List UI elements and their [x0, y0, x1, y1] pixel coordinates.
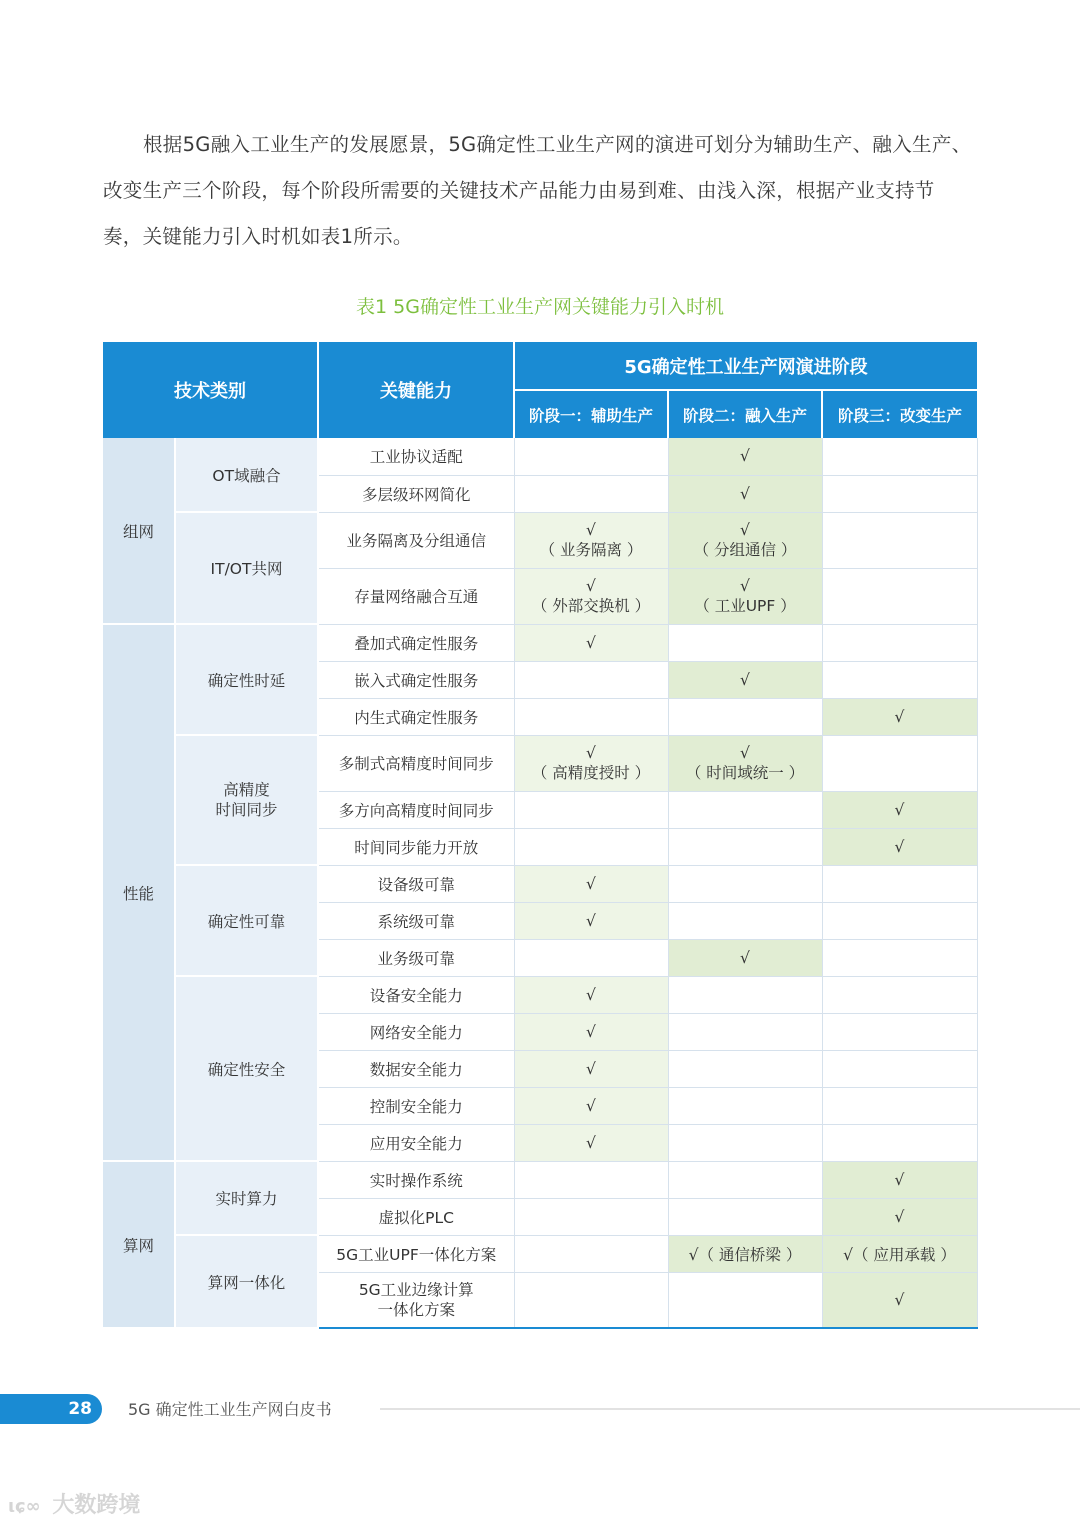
stage3-cell: √（ 应用承载 ） [822, 1235, 977, 1272]
stage1-cell: √ [514, 976, 668, 1013]
check-mark: √ [740, 521, 750, 539]
capability-cell: 时间同步能力开放 [318, 828, 514, 865]
stage2-cell [668, 698, 822, 735]
stage2-cell [668, 1198, 822, 1235]
header-category: 技术类别 [103, 342, 318, 438]
header-stages-group: 5G确定性工业生产网演进阶段 [514, 342, 977, 390]
capability-line2: 一体化方案 [377, 1300, 455, 1319]
stage1-cell [514, 735, 668, 791]
subcategory-integration: 算网一体化 [175, 1235, 318, 1328]
stage1-cell [514, 1161, 668, 1198]
capability-cell: 多制式高精度时间同步 [318, 735, 514, 791]
stage2-cell [668, 976, 822, 1013]
stage3-cell [822, 735, 977, 791]
stage2-cell: √ [668, 661, 822, 698]
stage3-cell [822, 568, 977, 624]
stage2-cell [668, 902, 822, 939]
stage-note: （ 时间域统一 ） [685, 764, 805, 782]
stage3-cell: √ [822, 1161, 977, 1198]
intro-line-1: 根据5G融入工业生产的发展愿景，5G确定性工业生产网的演进可划分为辅助生产、融入生产、 [143, 133, 972, 156]
stage2-cell [668, 735, 822, 791]
check-mark: √ [586, 744, 596, 762]
stage3-cell [822, 939, 977, 976]
stage1-cell [514, 661, 668, 698]
stage2-cell [668, 1124, 822, 1161]
capability-cell: 网络安全能力 [318, 1013, 514, 1050]
header-stage-2: 阶段二：融入生产 [668, 390, 822, 438]
category-networking: 组网 [103, 438, 175, 624]
stage2-cell: √ [668, 438, 822, 475]
stage1-cell [514, 1198, 668, 1235]
stage2-cell [668, 1272, 822, 1328]
stage2-cell: √（ 通信桥梁 ） [668, 1235, 822, 1272]
header-capability: 关键能力 [318, 342, 514, 438]
capability-cell: 5G工业UPF一体化方案 [318, 1235, 514, 1272]
subcategory-realtime: 实时算力 [175, 1161, 318, 1235]
stage1-cell [514, 568, 668, 624]
stage3-cell: √ [822, 698, 977, 735]
subcategory-time-sync [175, 735, 318, 865]
stage2-cell [668, 1050, 822, 1087]
stage1-cell [514, 698, 668, 735]
stage3-cell [822, 1050, 977, 1087]
capability-cell: 业务隔离及分组通信 [318, 512, 514, 568]
subcategory-latency: 确定性时延 [175, 624, 318, 735]
stage1-cell: √ [514, 624, 668, 661]
subcategory-time-sync-line1: 高精度 [223, 781, 270, 799]
stage1-cell: √ [514, 1013, 668, 1050]
stage3-cell [822, 1124, 977, 1161]
capability-cell: 嵌入式确定性服务 [318, 661, 514, 698]
stage-note: （ 工业UPF ） [694, 597, 796, 615]
stage1-cell [514, 512, 668, 568]
stage-note: （ 业务隔离 ） [539, 541, 643, 559]
category-performance: 性能 [103, 624, 175, 1161]
capability-cell: 叠加式确定性服务 [318, 624, 514, 661]
stage2-cell [668, 791, 822, 828]
check-mark: √ [740, 577, 750, 595]
stage1-cell: √ [514, 1124, 668, 1161]
stage1-cell [514, 939, 668, 976]
subcategory-time-sync-line2: 时间同步 [215, 801, 278, 819]
capability-cell: 实时操作系统 [318, 1161, 514, 1198]
capability-cell: 存量网络融合互通 [318, 568, 514, 624]
check-mark: √ [586, 577, 596, 595]
watermark-logo-icon: ιɕ∞ [8, 1496, 41, 1517]
stage2-cell [668, 1087, 822, 1124]
stage2-cell [668, 568, 822, 624]
intro-line-3: 奏，关键能力引入时机如表1所示。 [103, 225, 413, 248]
stage1-cell [514, 438, 668, 475]
stage1-cell [514, 828, 668, 865]
stage3-cell [822, 976, 977, 1013]
stage2-cell [668, 865, 822, 902]
capability-cell: 数据安全能力 [318, 1050, 514, 1087]
stage2-cell [668, 512, 822, 568]
category-computing: 算网 [103, 1161, 175, 1328]
capability-cell: 应用安全能力 [318, 1124, 514, 1161]
stage3-cell [822, 865, 977, 902]
capability-cell: 设备安全能力 [318, 976, 514, 1013]
capability-cell: 工业协议适配 [318, 438, 514, 475]
capability-cell: 内生式确定性服务 [318, 698, 514, 735]
capability-cell: 系统级可靠 [318, 902, 514, 939]
stage3-cell [822, 512, 977, 568]
table-caption: 表1 5G确定性工业生产网关键能力引入时机 [356, 296, 724, 318]
stage2-cell [668, 828, 822, 865]
stage3-cell: √ [822, 791, 977, 828]
stage3-cell: √ [822, 828, 977, 865]
header-stage-3: 阶段三：改变生产 [822, 390, 977, 438]
stage1-cell: √ [514, 865, 668, 902]
subcategory-ot-fusion: OT域融合 [175, 438, 318, 512]
watermark-text: 大数跨境 [52, 1493, 141, 1518]
capability-cell: 多层级环网简化 [318, 475, 514, 512]
check-mark: √ [740, 744, 750, 762]
stage2-cell [668, 624, 822, 661]
stage3-cell: √ [822, 1272, 977, 1328]
subcategory-security: 确定性安全 [175, 976, 318, 1161]
capability-table [103, 342, 978, 1329]
stage3-cell [822, 475, 977, 512]
stage3-cell: √ [822, 1198, 977, 1235]
stage3-cell [822, 661, 977, 698]
subcategory-reliability: 确定性可靠 [175, 865, 318, 976]
page-number-badge: 28 [0, 1394, 102, 1424]
stage3-cell [822, 624, 977, 661]
intro-paragraph [103, 122, 983, 260]
stage3-cell [822, 1087, 977, 1124]
stage1-cell: √ [514, 1087, 668, 1124]
capability-cell: 多方向高精度时间同步 [318, 791, 514, 828]
intro-line-2: 改变生产三个阶段，每个阶段所需要的关键技术产品能力由易到难、由浅入深，根据产业支持节 [103, 179, 935, 202]
capability-cell [318, 1272, 514, 1328]
capability-cell: 业务级可靠 [318, 939, 514, 976]
stage2-cell: √ [668, 475, 822, 512]
stage1-cell [514, 1272, 668, 1328]
capability-cell: 虚拟化PLC [318, 1198, 514, 1235]
stage1-cell [514, 791, 668, 828]
check-mark: √ [586, 521, 596, 539]
watermark [8, 1488, 140, 1519]
stage-note: （ 高精度授时 ） [531, 764, 651, 782]
capability-cell: 控制安全能力 [318, 1087, 514, 1124]
stage3-cell [822, 902, 977, 939]
stage3-cell [822, 1013, 977, 1050]
stage3-cell [822, 438, 977, 475]
stage1-cell: √ [514, 902, 668, 939]
stage2-cell [668, 1161, 822, 1198]
stage1-cell [514, 475, 668, 512]
capability-line1: 5G工业边缘计算 [358, 1280, 474, 1299]
stage2-cell: √ [668, 939, 822, 976]
footer-divider [380, 1408, 1080, 1410]
stage1-cell: √ [514, 1050, 668, 1087]
stage-note: （ 分组通信 ） [693, 541, 797, 559]
stage-note: （ 外部交换机 ） [531, 597, 651, 615]
stage2-cell [668, 1013, 822, 1050]
header-stage-1: 阶段一：辅助生产 [514, 390, 668, 438]
stage1-cell [514, 1235, 668, 1272]
footer-title: 5G 确定性工业生产网白皮书 [128, 1400, 332, 1419]
subcategory-itot: IT/OT共网 [175, 512, 318, 624]
capability-cell: 设备级可靠 [318, 865, 514, 902]
